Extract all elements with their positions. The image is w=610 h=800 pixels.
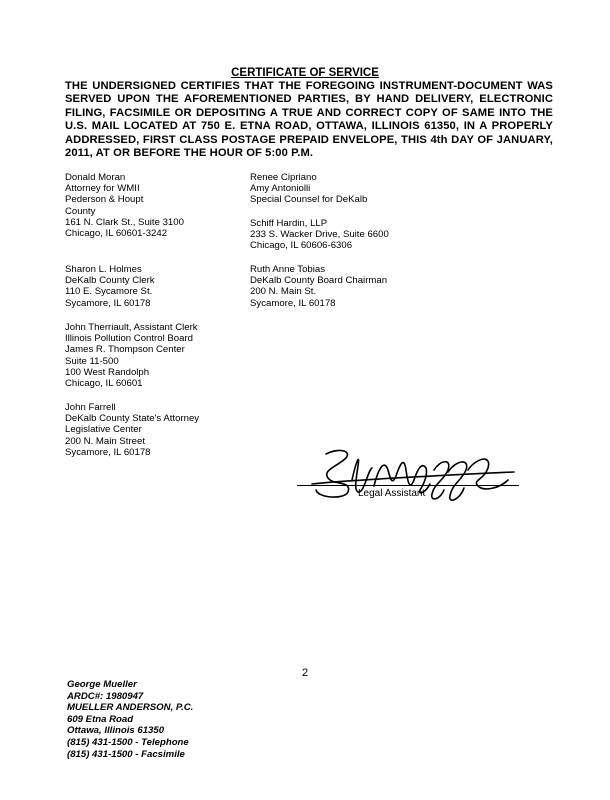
recipient-line: County xyxy=(65,205,96,217)
recipient-block-tobias xyxy=(250,264,387,309)
recipient-line: 110 E. Sycamore St. xyxy=(65,286,153,298)
certification-line: THE UNDERSIGNED CERTIFIES THAT THE FOREGOING INSTRUMENT-DOCUMENT WAS xyxy=(65,80,553,92)
attorney-footer xyxy=(67,679,193,760)
footer-line: Ottawa, Illinois 61350 xyxy=(67,725,165,737)
recipient-line: James R. Thompson Center xyxy=(65,344,185,356)
recipient-block-farrell xyxy=(65,402,199,458)
footer-line: 609 Etna Road xyxy=(67,713,134,725)
recipient-line: Chicago, IL 60601-3242 xyxy=(65,228,168,240)
footer-line: ARDC#: 1980947 xyxy=(67,690,144,702)
recipient-block-cipriano xyxy=(250,172,367,206)
recipient-line: 161 N. Clark St., Suite 3100 xyxy=(65,216,184,228)
page-number: 2 xyxy=(301,667,309,679)
recipient-line: Donald Moran xyxy=(65,172,126,183)
recipient-line: Renee Cipriano xyxy=(250,172,317,183)
footer-line: MUELLER ANDERSON, P.C. xyxy=(67,702,194,714)
recipient-line: Legislative Center xyxy=(65,424,142,436)
recipient-line: Chicago, IL 60606-6306 xyxy=(250,240,353,252)
recipient-line: Sycamore, IL 60178 xyxy=(250,297,336,309)
signature-line xyxy=(297,485,519,486)
recipient-line: Amy Antoniolli xyxy=(250,183,311,195)
recipient-line: 233 S. Wacker Drive, Suite 6600 xyxy=(250,229,389,241)
recipient-line: Pederson & Houpt xyxy=(65,194,144,206)
recipient-line: DeKalb County Board Chairman xyxy=(250,275,388,287)
recipient-line: John Therriault, Assistant Clerk xyxy=(65,322,198,333)
recipient-line: 200 N. Main Street xyxy=(65,435,145,447)
recipient-line: John Farrell xyxy=(65,402,116,413)
recipient-block-holmes xyxy=(65,264,155,309)
certification-line: ADDRESSED, FIRST CLASS POSTAGE PREPAID ENVELOPE, THIS 4th DAY OF JANUARY, xyxy=(65,133,553,146)
recipient-line: Chicago, IL 60601 xyxy=(65,378,143,390)
recipient-line: Schiff Hardin, LLP xyxy=(250,218,328,229)
recipient-line: Suite 11-500 xyxy=(65,355,119,367)
recipient-block-therriault xyxy=(65,322,198,389)
certification-line: U.S. MAIL LOCATED AT 750 E. ETNA ROAD, OTTAWA, ILLINOIS 61350, IN A PROPERLY xyxy=(65,120,553,133)
certificate-heading: CERTIFICATE OF SERVICE xyxy=(231,67,379,79)
signature-caption: Legal Assistant xyxy=(358,488,426,499)
footer-line: (815) 431-1500 - Facsimile xyxy=(67,748,185,760)
recipient-line: Attorney for WMII xyxy=(65,183,140,195)
recipient-line: Ruth Anne Tobias xyxy=(250,264,326,275)
recipient-line: Illinois Pollution Control Board xyxy=(65,333,193,345)
recipient-line: 100 West Randolph xyxy=(65,366,150,378)
recipient-line: Special Counsel for DeKalb xyxy=(250,194,368,206)
recipient-line: DeKalb County State's Attorney xyxy=(65,413,200,425)
recipient-block-moran xyxy=(65,172,184,239)
certification-line: SERVED UPON THE AFOREMENTIONED PARTIES, BY HAND DELIVERY, ELECTRONIC xyxy=(65,93,553,106)
certification-paragraph xyxy=(65,80,553,160)
recipient-line: Sycamore, IL 60178 xyxy=(65,446,151,458)
footer-line: George Mueller xyxy=(67,679,137,690)
recipient-line: Sharon L. Holmes xyxy=(65,264,142,275)
recipient-line: 200 N. Main St. xyxy=(250,286,317,298)
certification-line: 2011, AT OR BEFORE THE HOUR OF 5:00 P.M. xyxy=(65,147,314,160)
certification-line: FILING, FACSIMILE OR DEPOSITING A TRUE AND CORRECT COPY OF SAME INTO THE xyxy=(65,106,553,119)
recipient-line: DeKalb County Clerk xyxy=(65,275,155,287)
footer-line: (815) 431-1500 - Telephone xyxy=(67,736,189,748)
handwritten-signature xyxy=(308,440,523,510)
recipient-block-schiff-hardin xyxy=(250,218,389,252)
recipient-line: Sycamore, IL 60178 xyxy=(65,297,151,309)
